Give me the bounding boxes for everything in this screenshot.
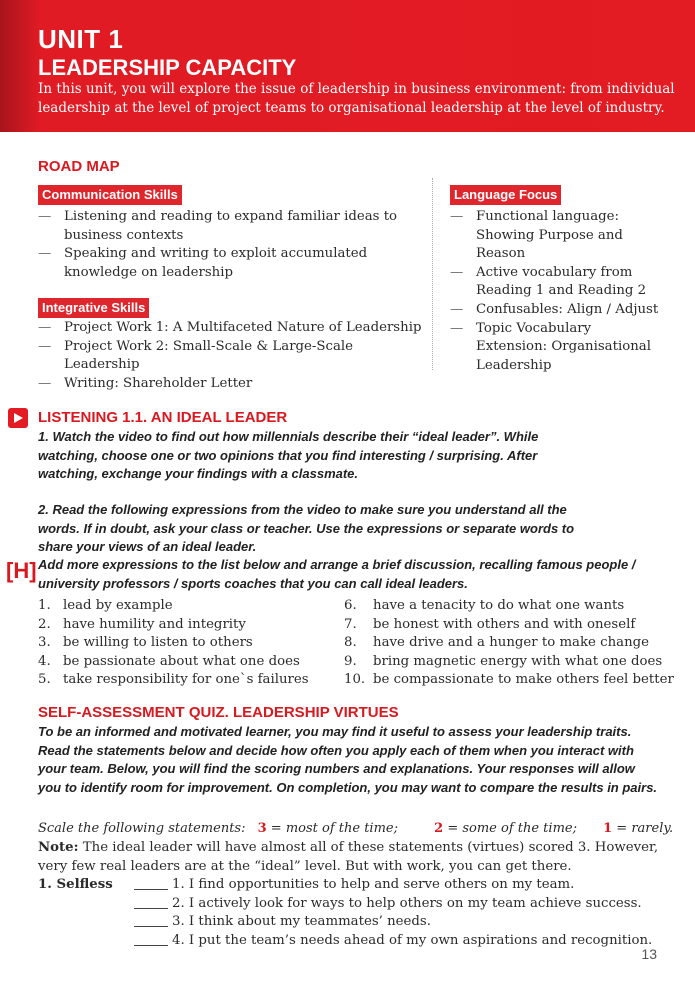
unit-number: UNIT 1: [38, 24, 124, 54]
list-item: 3. be willing to listen to others: [38, 635, 253, 650]
list-item: — Topic Vocabulary Extension: Organisational Leadership: [450, 320, 665, 376]
list-item: — Writing: Shareholder Letter: [38, 375, 428, 394]
list-item: — Project Work 1: A Multifaceted Nature of Leadership: [38, 319, 428, 338]
list-item: 9. bring magnetic energy with what one does: [344, 653, 663, 669]
list-item: 4. be passionate about what one does: [38, 653, 300, 669]
h-bracket-icon: [H]: [6, 558, 37, 583]
list-item: — Functional language: Showing Purpose and Reason: [450, 208, 665, 264]
list-item: 1. lead by example: [38, 598, 173, 613]
quiz-instructions: To be an informed and motivated learner, you may find it useful to assess your leadership traits. Read the statements below and decide how often you apply each of them when you interact with your team. Below, you will find the scoring numbers and explanations. Your responses will allow you to identify room for improvement. On completion, you may want to compare the results in pairs.: [38, 724, 658, 795]
roadmap-heading: ROAD MAP: [38, 158, 120, 175]
list-item: 10. be compassionate to make others feel better: [344, 672, 674, 687]
scale-line: Scale the following statements: 3 = most of the time; 2 = some of the time; 1 = rarely.: [38, 821, 674, 836]
score-blank[interactable]: [134, 908, 168, 909]
listening-task-2b: Add more expressions to the list below and arrange a brief discussion, recalling famous people / university professors / sports coaches that you can call ideal leaders.: [38, 557, 636, 591]
list-item: — Confusables: Align / Adjust: [450, 301, 665, 320]
language-focus-list: [450, 208, 665, 375]
list-item: — Speaking and writing to exploit accumulated knowledge on leadership: [38, 245, 418, 282]
list-item: — Active vocabulary from Reading 1 and Reading 2: [450, 264, 665, 301]
listening-task-2: 2. Read the following expressions from the video to make sure you understand all the words. If in doubt, ask your class or teacher. Use the expressions or separate words to share your views of an ideal leader.: [38, 502, 575, 554]
list-item: 7. be honest with others and with oneself: [344, 616, 636, 632]
quiz-note: Note: The ideal leader will have almost all of these statements (virtues) scored 3. However, very few real leaders are at the “ideal” level. But with work, you can get there.: [38, 840, 659, 874]
communication-skills-list: [38, 208, 418, 282]
communication-skills-tag: Communication Skills: [38, 185, 182, 205]
listening-heading: LISTENING 1.1. AN IDEAL LEADER: [38, 409, 288, 426]
page-number: 13: [641, 946, 657, 962]
unit-title: LEADERSHIP CAPACITY: [38, 55, 297, 80]
list-item: 5. take responsibility for one`s failures: [38, 672, 309, 687]
score-blank[interactable]: [134, 926, 168, 927]
unit-header: [0, 0, 695, 132]
play-video-icon[interactable]: [8, 408, 28, 428]
score-blank[interactable]: [134, 945, 168, 946]
list-item: 2. have humility and integrity: [38, 616, 246, 632]
list-item: — Listening and reading to expand familiar ideas to business contexts: [38, 208, 418, 245]
integrative-skills-tag: Integrative Skills: [38, 298, 149, 318]
expressions-list-left: [38, 597, 309, 690]
score-blank[interactable]: [134, 889, 168, 890]
integrative-skills-list: [38, 319, 428, 393]
list-item: 6. have a tenacity to do what one wants: [344, 598, 625, 613]
section-label: 1. Selfless: [38, 877, 113, 892]
expressions-list-right: [344, 597, 674, 690]
column-divider: [432, 178, 433, 370]
list-item: 8. have drive and a hunger to make change: [344, 635, 650, 650]
list-item: — Project Work 2: Small-Scale & Large-Scale Leadership: [38, 338, 428, 375]
unit-intro: In this unit, you will explore the issue of leadership in business environment: from individual leadership at the level of project teams to organisational leadership at the level of industry.: [38, 81, 675, 116]
quiz-heading: SELF-ASSESSMENT QUIZ. LEADERSHIP VIRTUES: [38, 704, 399, 721]
language-focus-tag: Language Focus: [450, 185, 561, 205]
listening-task-1: 1. Watch the video to find out how millennials describe their “ideal leader”. While watching, choose one or two opinions that you find interesting / surprising. After watching, exchange your findings with a classmate.: [38, 429, 539, 481]
